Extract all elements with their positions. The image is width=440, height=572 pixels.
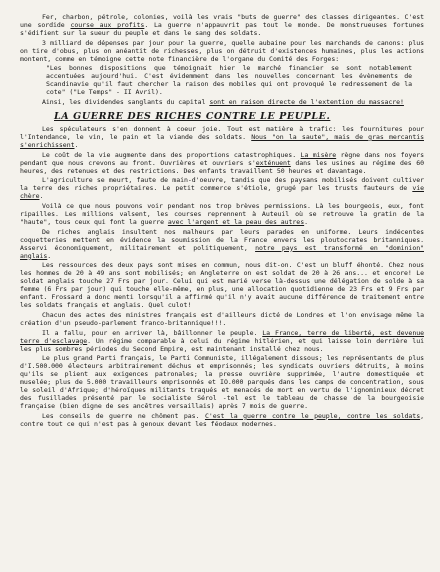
paragraph-intro [20, 14, 424, 38]
paragraph-ressources: Les ressources des deux pays sont mises en commun, nous dit-on. C'est un bluff éhonté. Chez nous les hommes de 20 à 49 ans sont mobilisés; en Angleterre on est soldat de 20 à 26 ans... et encore! Le soldat anglais touche 27 Frs par jour. Celui qui est marié verse là-dessus une délégation de solde à sa femme (6 Frs par jour) qui touche elle-même, en plus, une allocation quotidienne de 23 Frs et 9 Frs par enfant. Frossard a donc menti lorsqu'il a affirmé qu'il n'y avait aucune différence de traitement entre les soldats français et anglais. Quel culot! [20, 261, 424, 309]
underlined-text: course aux profits [70, 20, 145, 29]
section-heading: LA GUERRE DES RICHES CONTRE LE PEUPLE. [54, 110, 331, 122]
text: Les conseils de guerre ne chôment pas. [42, 411, 205, 420]
text: L'agriculture se meurt, faute de main-d'oeuvre, tandis que des paysans mobilisés doivent cultiver la terre des riches propriétaires. Le petit commerce s'étiole, grugé par les trusts fauteurs de [20, 176, 424, 193]
text: De riches anglais insultent nos malheurs par leurs parades en uniforme. Leurs indécentes coquetteries mettent en évidence la soumission de la France envers les ploutocrates britanniques. Asservi économiquement, militairement et politiquement, [20, 227, 424, 252]
paragraph-esclavage [20, 330, 424, 354]
text: Voilà ce que nous pouvons voir pendant nos trop brèves permissions. Là les bourgeois, eux, font ripailles. Les millions valsent, les courses reprennent à Auteuil où se retrouve la gratin de la "haute", tous ceux qui font la guerre [20, 202, 424, 226]
paragraph-conseils-guerre [20, 413, 424, 429]
text: Les spéculateurs s'en donnent à coeur joie. Tout est matière à trafic: les fournitures pour l'Intendance, le vin, le pain et la viande des soldats. [20, 124, 424, 141]
text: . Un régime comparable à celui du régime hitlérien, et qui laisse loin derrière lui les plus sombres périodes du Second Empire, est maintenant installé chez nous. [20, 336, 424, 353]
text: . [304, 217, 309, 226]
paragraph-agriculture [20, 177, 424, 201]
text: dans les usines au régime des 60 heures, des retenues et des restrictions. Des enfants travaillent 50 heures et davantage. [20, 158, 425, 175]
paragraph-permissions [20, 203, 424, 227]
underlined-text: avec l'argent et la peau des autres [167, 217, 305, 226]
text: Ainsi, les dividendes sanglants du capital [42, 98, 210, 107]
text: . La guerre n'appauvrit pas tout le monde. De monstrueuses fortunes s'édifient sur la sueur du peuple et dans le sang des soldats. [20, 20, 424, 37]
paragraph-dividendes [20, 99, 424, 107]
text: Fer, charbon, pétrole, colonies, voilà les vrais "buts de guerre" des classes dirigeantes. C'est une sordide [20, 13, 424, 29]
underlined-text: Nous "on la saute", mais de gras mercantis s'enrichissent [20, 132, 424, 149]
text: Il a fallu, pour en arriver là, bâillonner le peuple. [42, 328, 263, 337]
text: . [47, 251, 52, 260]
text: Le coût de la vie augmente dans des proportions catastrophiques. [42, 150, 301, 159]
text: , contre tout ce qui n'est pas à genoux devant les féodaux modernes. [20, 411, 424, 428]
paragraph-anglais [20, 229, 424, 261]
paragraph-coût-vie [20, 152, 424, 176]
paragraph-spéculateurs [20, 126, 424, 150]
underlined-text: vie chère [20, 184, 424, 201]
paragraph-parti-communiste: Le plus grand Parti français, le Parti Communiste, illégalement dissous; les représentants de plus d'I.500.000 électeurs arbitrairement déchus et emprisonnés; les syndicats ouvriers détruits, à moins qu'ils se plient aux exigences patronales; la presse ouvrière supprimée, l'autre domestiquée et muselée; plus de 5.000 travailleurs emprisonnés et IO.000 parqués dans les camps de concentration, sous le soleil d'Afrique; d'héroïques militants traqués et menacés de mort en vertu de l'ignominieux décret des fusillades présenté par le socialiste Sérol -tel est le tableau de chasse de la bourgeoisie française (bien digne de ses ancêtres versaillais) après 7 mois de guerre. [20, 354, 424, 410]
underlined-text: exténuent [255, 158, 291, 167]
paragraph-dépenses: 3 milliard de dépenses par jour pour la guerre, quelle aubaine pour les marchands de canons: plus on tire d'obus, plus on anéantit de richesses, plus on détruit d'existences humaines, plus les actions montent, comme en témoigne cette note financière de l'organe du Comité des Forges: [20, 38, 424, 63]
paragraph-ministres: Chacun des actes des ministres français est d'ailleurs dicté de Londres et l'on envisage même la création d'un pseudo-parlement franco-britannique!!!. [20, 310, 424, 327]
underlined-text: sont en raison directe de l'extention du massacre! [209, 98, 404, 107]
underlined-text: C'est la guerre contre le peuple, contre les soldats [204, 411, 421, 420]
quote-le-temps: "Les bonnes dispositions que témoignait hier le marché financier se sont notablement accentuées aujourd'hui. C'est évidemment dans les nouvelles concernant les évènements de Scandinavie qu'il faut chercher la raison des mobiles qui ont provoqué le redressement de la cote" ("Le Temps" - II Avril). [46, 64, 412, 97]
text: règne dans nos foyers pendant que nous crevons au front. Ouvrières et ouvriers s' [20, 150, 424, 167]
underlined-text: notre pays est transformé en "dominion" anglais [20, 243, 424, 260]
text: . [74, 140, 79, 149]
underlined-text: La misère [300, 150, 337, 159]
underlined-text: La France, terre de liberté, est devenue terre d'esclavage [20, 328, 424, 345]
text: . [39, 192, 44, 201]
